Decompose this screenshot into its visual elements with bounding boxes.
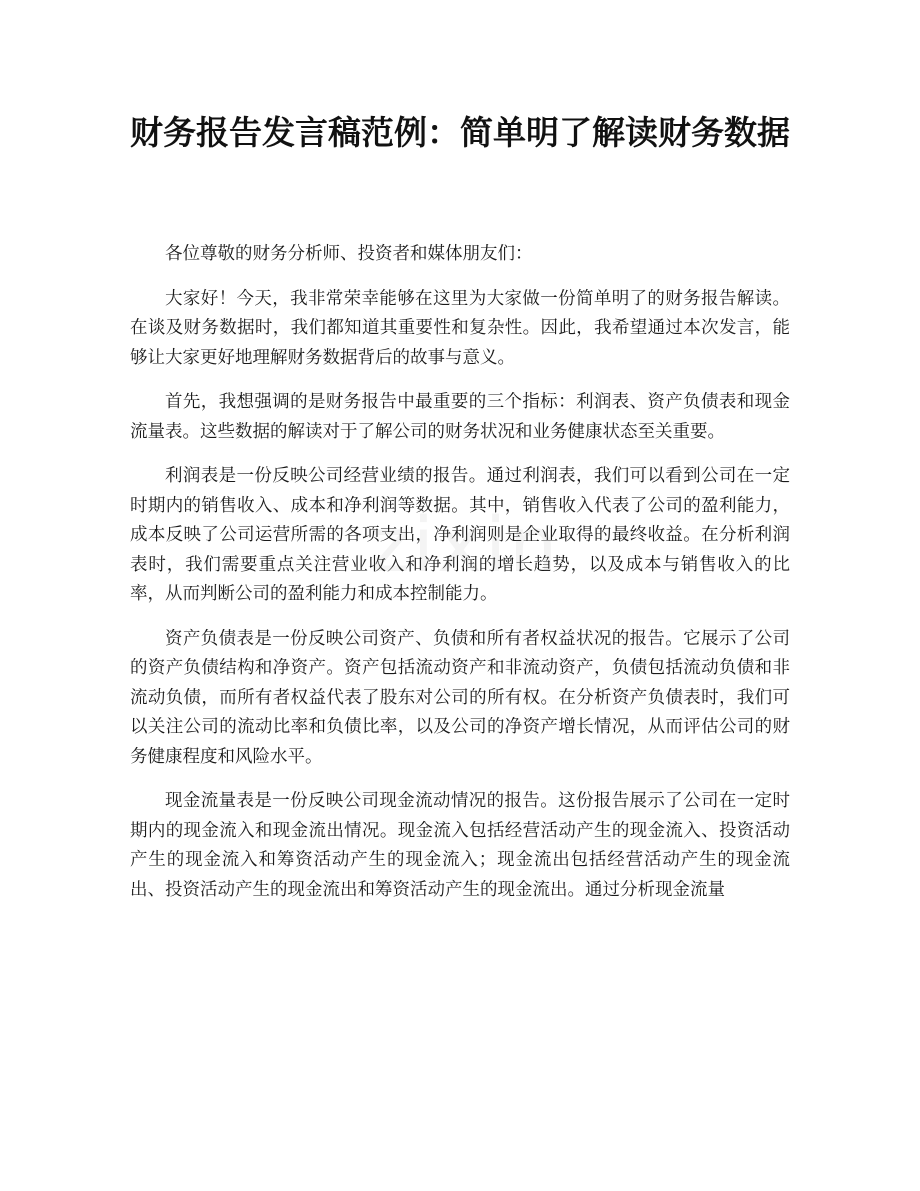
key-indicators-paragraph: 首先，我想强调的是财务报告中最重要的三个指标：利润表、资产负债表和现金流量表。这些数据的解读对于了解公司的财务状况和业务健康状态至关重要。 — [130, 392, 790, 442]
balance-sheet-paragraph: 资产负债表是一份反映公司资产、负债和所有者权益状况的报告。它展示了公司的资产负债结构和净资产。资产包括流动资产和非流动资产，负债包括流动负债和非流动负债，而所有者权益代表了股东对公司的所有权。在分析资产负债表时，我们可以关注公司的流动比率和负债比率，以及公司的净资产增长情况，从而评估公司的财务健康程度和风险水平。 — [130, 628, 790, 767]
intro-paragraph: 大家好！今天，我非常荣幸能够在这里为大家做一份简单明了的财务报告解读。在谈及财务数据时，我们都知道其重要性和复杂性。因此，我希望通过本次发言，能够让大家更好地理解财务数据背后的故事与意义。 — [130, 288, 790, 368]
greeting-paragraph: 各位尊敬的财务分析师、投资者和媒体朋友们： — [165, 244, 533, 264]
cash-flow-paragraph: 现金流量表是一份反映公司现金流动情况的报告。这份报告展示了公司在一定时期内的现金流入和现金流出情况。现金流入包括经营活动产生的现金流入、投资活动产生的现金流入和筹资活动产生的现金流入；现金流出包括经营活动产生的现金流出、投资活动产生的现金流出和筹资活动产生的现金流出。通过分析现金流量 — [130, 791, 790, 900]
income-statement-paragraph: 利润表是一份反映公司经营业绩的报告。通过利润表，我们可以看到公司在一定时期内的销售收入、成本和净利润等数据。其中，销售收入代表了公司的盈利能力，成本反映了公司运营所需的各项支出，净利润则是企业取得的最终收益。在分析利润表时，我们需要重点关注营业收入和净利润的增长趋势，以及成本与销售收入的比率，从而判断公司的盈利能力和成本控制能力。 — [130, 466, 790, 604]
watermark: zixin — [370, 500, 561, 589]
document-body — [130, 240, 790, 920]
document-title: 财务报告发言稿范例：简单明了解读财务数据 — [130, 113, 790, 152]
